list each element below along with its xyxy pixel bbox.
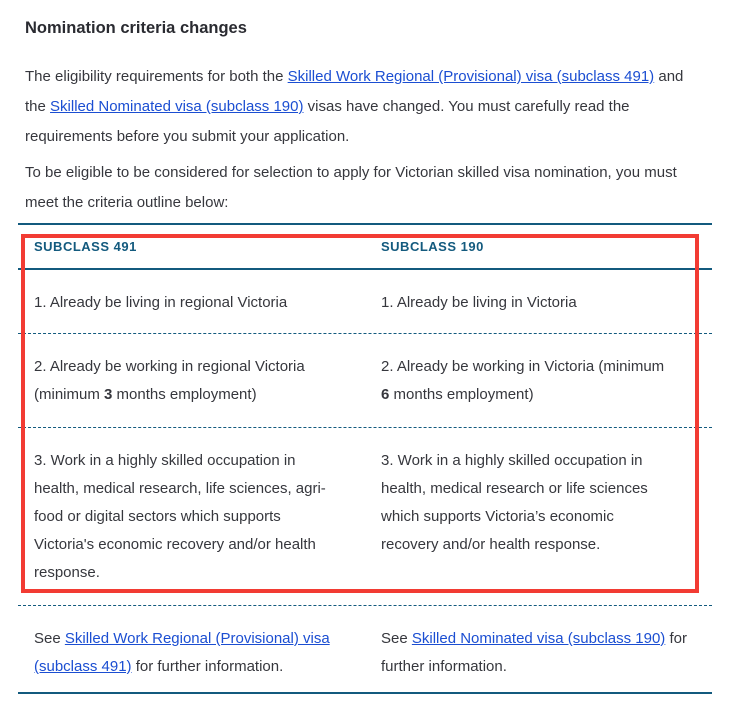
- cell-text: food or digital sectors which supports: [34, 508, 281, 525]
- cell-text: 3. Work in a highly skilled occupation in: [381, 452, 643, 469]
- cell-491-see-more: [18, 606, 365, 692]
- cell-text: Victoria's economic recovery and/or health: [34, 536, 316, 553]
- criteria-table: [18, 223, 712, 694]
- cell-text-segment: months employment): [389, 386, 534, 403]
- table-row-working: [18, 334, 712, 428]
- footer-text-post: for further information.: [131, 658, 284, 675]
- cell-190-working: [365, 334, 712, 427]
- intro-text-post: visas have changed. You must carefully read the requirements before you submit your application.: [25, 98, 630, 145]
- intro-text-mid: and the: [25, 68, 684, 115]
- cell-text-segment: months employment): [112, 386, 257, 403]
- section-heading: Nomination criteria changes: [25, 19, 247, 37]
- link-footer-subclass-190[interactable]: Skilled Nominated visa (subclass 190): [411, 630, 666, 647]
- cell-text: 1. Already be living in Victoria: [381, 294, 577, 311]
- table-row-living: [18, 270, 712, 334]
- table-row-occupation: [18, 428, 712, 606]
- cell-text: response.: [34, 564, 100, 581]
- cell-190-see-more: [365, 606, 712, 692]
- footer-text-post: for further information.: [381, 630, 687, 675]
- cell-491-working: [18, 334, 365, 427]
- cell-text: 1. Already be living in regional Victoria: [34, 294, 288, 311]
- cell-text: 2. Already be working in Victoria (minimum: [381, 358, 665, 375]
- footer-text-pre: See: [381, 630, 412, 647]
- intro-paragraph: [25, 62, 701, 152]
- cell-text: 3. Work in a highly skilled occupation in: [34, 452, 296, 469]
- link-footer-subclass-491[interactable]: Skilled Work Regional (Provisional) visa (subclass 491): [34, 630, 330, 675]
- cell-text: health, medical research, life sciences, agri-: [34, 480, 326, 497]
- cell-text: [34, 381, 349, 409]
- table-row-see-more: [18, 606, 712, 692]
- cell-text: which supports Victoria’s economic: [381, 508, 614, 525]
- link-subclass-491-visa[interactable]: Skilled Work Regional (Provisional) visa (subclass 491): [287, 68, 655, 85]
- cell-text-segment: (minimum: [34, 386, 104, 403]
- footer-text-pre: See: [34, 630, 65, 647]
- link-subclass-190-visa[interactable]: Skilled Nominated visa (subclass 190): [50, 98, 304, 115]
- cell-text: 2. Already be working in regional Victoria: [34, 358, 305, 375]
- column-header-subclass-190: SUBCLASS 190: [381, 239, 484, 254]
- criteria-table-header-row: [18, 225, 712, 270]
- cell-text: health, medical research or life sciences: [381, 480, 648, 497]
- cell-text: recovery and/or health response.: [381, 536, 601, 553]
- cell-text: [381, 381, 696, 409]
- intro-text-pre: The eligibility requirements for both the: [25, 68, 288, 85]
- cell-190-living: [365, 270, 712, 333]
- column-header-subclass-491: SUBCLASS 491: [34, 239, 137, 254]
- bold-months-number: 6: [381, 386, 390, 403]
- cell-190-occupation: [365, 428, 712, 605]
- cell-491-living: [18, 270, 365, 333]
- cell-491-occupation: [18, 428, 365, 605]
- bold-months-number: 3: [104, 386, 113, 403]
- criteria-intro-paragraph: To be eligible to be considered for selection to apply for Victorian skilled visa nomination, you must meet the criteria outline below:: [25, 164, 677, 211]
